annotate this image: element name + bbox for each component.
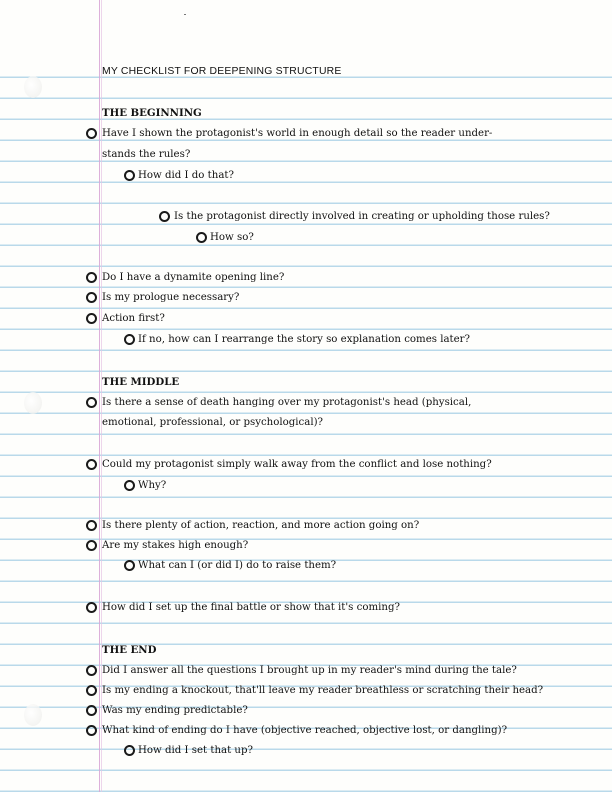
checkbox-circle[interactable]	[196, 232, 207, 243]
punch-hole-bottom	[24, 704, 42, 726]
checkbox-circle[interactable]	[86, 128, 97, 139]
checkbox-circle[interactable]	[86, 602, 97, 613]
checkbox-circle[interactable]	[86, 665, 97, 676]
checklist-item-continuation: stands the rules?	[102, 149, 191, 160]
checkbox-circle[interactable]	[124, 334, 135, 345]
checklist-item: Do I have a dynamite opening line?	[102, 272, 285, 283]
checklist-item: Is my prologue necessary?	[102, 292, 240, 303]
checklist-subitem: If no, how can I rearrange the story so explanation comes later?	[138, 334, 471, 345]
checkbox-circle[interactable]	[86, 685, 97, 696]
checklist-item: Is there plenty of action, reaction, and more action going on?	[102, 520, 420, 531]
checklist-item: Are my stakes high enough?	[102, 540, 249, 551]
checkbox-circle[interactable]	[86, 292, 97, 303]
checkbox-circle[interactable]	[86, 705, 97, 716]
checkbox-circle[interactable]	[86, 397, 97, 408]
checkbox-circle[interactable]	[124, 170, 135, 181]
checklist-item: What kind of ending do I have (objective reached, objective lost, or dangling)?	[102, 725, 508, 736]
checklist-item: Have I shown the protagonist's world in enough detail so the reader under-	[102, 128, 493, 139]
page-top-margin	[0, 0, 612, 57]
paper-speck	[184, 14, 186, 15]
checklist-item: Did I answer all the questions I brought up in my reader's mind during the tale?	[102, 665, 517, 676]
checkbox-circle[interactable]	[124, 560, 135, 571]
checklist-subitem: How so?	[210, 232, 254, 243]
section-heading-beginning: THE BEGINNING	[102, 107, 202, 119]
section-heading-middle: THE MIDDLE	[102, 376, 180, 388]
margin-line	[99, 0, 100, 792]
checkbox-circle[interactable]	[86, 540, 97, 551]
section-heading-end: THE END	[102, 644, 157, 656]
checklist-item: Is there a sense of death hanging over my protagonist's head (physical,	[102, 397, 472, 408]
checkbox-circle[interactable]	[86, 725, 97, 736]
checklist-item: Was my ending predictable?	[102, 705, 248, 716]
checklist-subitem: Why?	[138, 480, 167, 491]
checkbox-circle[interactable]	[124, 480, 135, 491]
punch-hole-top	[24, 76, 42, 98]
checklist-item: How did I set up the final battle or show that it's coming?	[102, 602, 400, 613]
punch-hole-middle	[24, 392, 42, 414]
checklist-item-continuation: emotional, professional, or psychological)?	[102, 417, 324, 428]
checkbox-circle[interactable]	[86, 459, 97, 470]
checklist-subitem: How did I set that up?	[138, 745, 253, 756]
checklist-item: Could my protagonist simply walk away from the conflict and lose nothing?	[102, 459, 492, 470]
checkbox-circle[interactable]	[86, 272, 97, 283]
checklist-subitem: How did I do that?	[138, 170, 234, 181]
checklist-item: Is my ending a knockout, that'll leave my reader breathless or scratching their head?	[102, 685, 544, 696]
page-title: MY CHECKLIST FOR DEEPENING STRUCTURE	[102, 66, 342, 77]
checkbox-circle[interactable]	[159, 211, 170, 222]
checklist-subitem: Is the protagonist directly involved in creating or upholding those rules?	[174, 211, 550, 222]
checkbox-circle[interactable]	[86, 520, 97, 531]
checklist-item: Action first?	[102, 313, 165, 324]
checkbox-circle[interactable]	[86, 313, 97, 324]
checkbox-circle[interactable]	[124, 745, 135, 756]
checklist-subitem: What can I (or did I) do to raise them?	[138, 560, 337, 571]
